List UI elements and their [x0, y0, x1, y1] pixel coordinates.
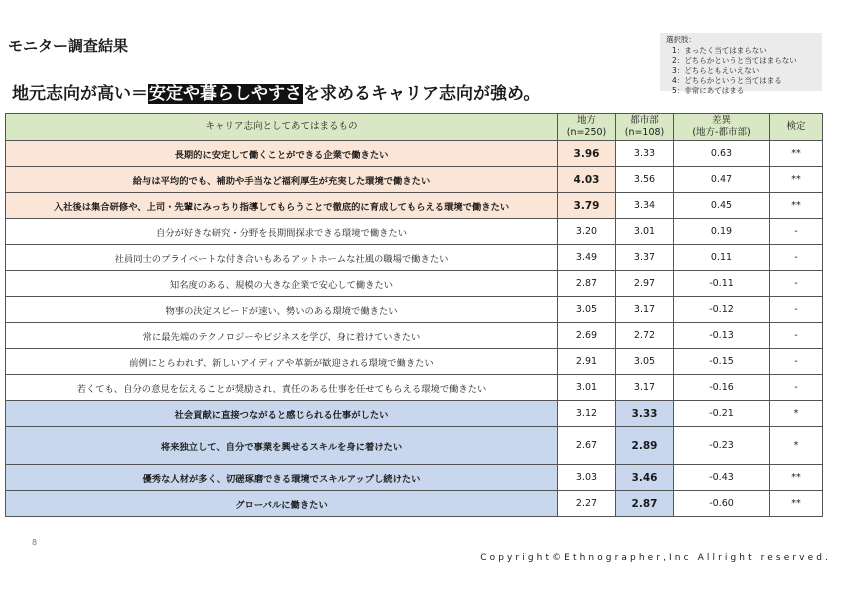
diff-cell: -0.43 [674, 465, 770, 491]
table-row [6, 491, 823, 517]
item-cell: 給与は平均的でも、補助や手当など福利厚生が充実した環境で働きたい [6, 167, 558, 193]
table-row [6, 141, 823, 167]
local-cell: 3.03 [558, 465, 616, 491]
urban-cell: 2.72 [616, 323, 674, 349]
table-row [6, 375, 823, 401]
local-cell: 2.87 [558, 271, 616, 297]
local-cell: 2.91 [558, 349, 616, 375]
diff-cell: -0.13 [674, 323, 770, 349]
legend-title: 選択肢： [666, 35, 696, 44]
diff-cell: -0.60 [674, 491, 770, 517]
urban-cell: 3.17 [616, 375, 674, 401]
table-row [6, 323, 823, 349]
diff-cell: 0.45 [674, 193, 770, 219]
local-cell: 3.05 [558, 297, 616, 323]
test-cell: - [770, 219, 823, 245]
table-row [6, 465, 823, 491]
table-row [6, 193, 823, 219]
local-cell: 2.27 [558, 491, 616, 517]
header-local-line1: 地方 [576, 115, 596, 126]
legend-item: 3：どちらともえいえない [672, 66, 760, 75]
item-cell: 知名度のある、規模の大きな企業で安心して働きたい [6, 271, 558, 297]
table-row [6, 219, 823, 245]
local-cell: 3.79 [558, 193, 616, 219]
item-cell: 社員同士のプライベートな付き合いもあるアットホームな社風の職場で働きたい [6, 245, 558, 271]
local-cell: 2.69 [558, 323, 616, 349]
diff-cell: 0.11 [674, 245, 770, 271]
urban-cell: 3.37 [616, 245, 674, 271]
local-cell: 3.20 [558, 219, 616, 245]
test-cell: ** [770, 465, 823, 491]
test-cell: - [770, 375, 823, 401]
header-item: キャリア志向としてあてはまるもの [6, 114, 558, 141]
item-cell: グローバルに働きたい [6, 491, 558, 517]
table-row [6, 271, 823, 297]
diff-cell: -0.15 [674, 349, 770, 375]
diff-cell: -0.16 [674, 375, 770, 401]
diff-cell: -0.23 [674, 427, 770, 465]
urban-cell: 3.46 [616, 465, 674, 491]
item-cell: 若くても、自分の意見を伝えることが奨励され、責任のある仕事を任せてもらえる環境で働きたい [6, 375, 558, 401]
test-cell: ** [770, 193, 823, 219]
page-title: モニター調査結果 [8, 37, 129, 55]
diff-cell: 0.19 [674, 219, 770, 245]
urban-cell: 3.05 [616, 349, 674, 375]
item-cell: 物事の決定スピードが速い、勢いのある環境で働きたい [6, 297, 558, 323]
header-diff-line2: (地方-都市部) [692, 127, 751, 138]
urban-cell: 2.87 [616, 491, 674, 517]
diff-cell: -0.21 [674, 401, 770, 427]
legend-item: 5：非常にあてはまる [672, 86, 745, 95]
item-cell: 長期的に安定して働くことができる企業で働きたい [6, 141, 558, 167]
table-row [6, 167, 823, 193]
page-number: 8 [32, 538, 38, 547]
headline [12, 79, 540, 104]
diff-cell: -0.12 [674, 297, 770, 323]
choice-legend [660, 33, 822, 95]
test-cell: * [770, 401, 823, 427]
item-cell: 常に最先端のテクノロジーやビジネスを学び、身に着けていきたい [6, 323, 558, 349]
survey-table [5, 113, 823, 517]
copyright-notice: Copyright©Ethnographer,Inc Allright reserved. [480, 553, 831, 563]
table-row [6, 297, 823, 323]
urban-cell: 3.33 [616, 401, 674, 427]
urban-cell: 2.89 [616, 427, 674, 465]
diff-cell: 0.63 [674, 141, 770, 167]
header-urban [616, 114, 674, 141]
item-cell: 自分が好きな研究・分野を長期間探求できる環境で働きたい [6, 219, 558, 245]
urban-cell: 3.17 [616, 297, 674, 323]
test-cell: * [770, 427, 823, 465]
urban-cell: 3.56 [616, 167, 674, 193]
table-row [6, 349, 823, 375]
legend-item: 1：まったく当てはまらない [672, 46, 767, 55]
test-cell: - [770, 349, 823, 375]
test-cell: ** [770, 141, 823, 167]
header-test: 検定 [770, 114, 823, 141]
local-cell: 2.67 [558, 427, 616, 465]
test-cell: - [770, 245, 823, 271]
local-cell: 3.12 [558, 401, 616, 427]
header-local [558, 114, 616, 141]
local-cell: 3.49 [558, 245, 616, 271]
test-cell: - [770, 297, 823, 323]
local-cell: 3.01 [558, 375, 616, 401]
urban-cell: 3.33 [616, 141, 674, 167]
item-cell: 将来独立して、自分で事業を興せるスキルを身に着けたい [6, 427, 558, 465]
item-cell: 前例にとらわれず、新しいアイディアや革新が歓迎される環境で働きたい [6, 349, 558, 375]
header-urban-line1: 都市部 [630, 115, 659, 126]
diff-cell: 0.47 [674, 167, 770, 193]
diff-cell: -0.11 [674, 271, 770, 297]
legend-item: 4：どちらかというと当てはまる [672, 76, 782, 85]
urban-cell: 3.01 [616, 219, 674, 245]
legend-item: 2：どちらかというと当てはまらない [672, 56, 797, 65]
local-cell: 3.96 [558, 141, 616, 167]
table-row [6, 427, 823, 465]
item-cell: 社会貢献に直接つながると感じられる仕事がしたい [6, 401, 558, 427]
item-cell: 入社後は集合研修や、上司・先輩にみっちり指導してもらうことで徹底的に育成してもらえる環境で働きたい [6, 193, 558, 219]
headline-after: を求めるキャリア志向が強め。 [303, 84, 541, 104]
header-local-line2: (n=250) [566, 127, 607, 138]
urban-cell: 3.34 [616, 193, 674, 219]
header-diff-line1: 差異 [711, 115, 731, 126]
header-urban-line2: (n=108) [624, 127, 665, 138]
table-row [6, 245, 823, 271]
headline-before: 地元志向が高い＝ [12, 84, 148, 104]
header-diff [674, 114, 770, 141]
urban-cell: 2.97 [616, 271, 674, 297]
table-row [6, 401, 823, 427]
table-header-row [6, 114, 823, 141]
item-cell: 優秀な人材が多く、切磋琢磨できる環境でスキルアップし続けたい [6, 465, 558, 491]
headline-highlight: 安定や暮らしやすさ [149, 84, 302, 104]
test-cell: - [770, 271, 823, 297]
test-cell: - [770, 323, 823, 349]
test-cell: ** [770, 167, 823, 193]
test-cell: ** [770, 491, 823, 517]
local-cell: 4.03 [558, 167, 616, 193]
